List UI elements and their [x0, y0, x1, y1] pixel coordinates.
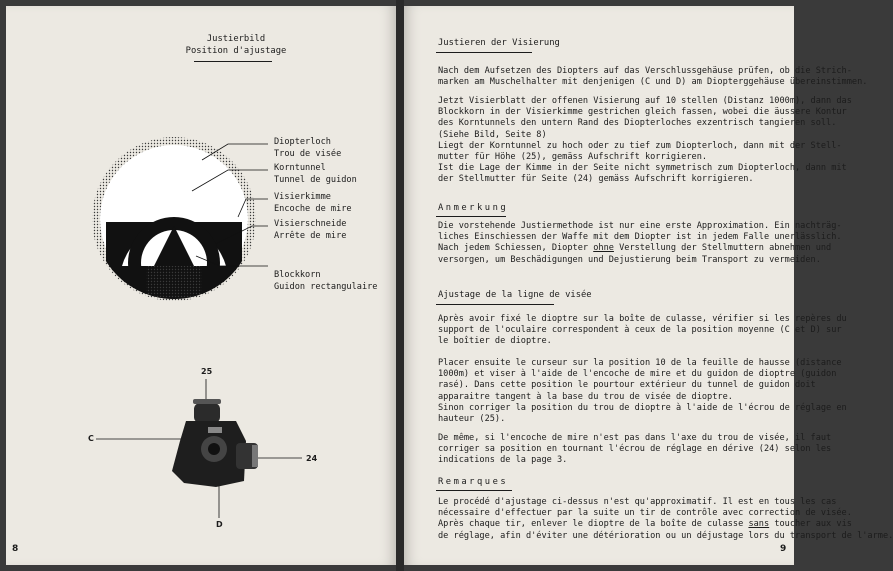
title-underline	[194, 61, 272, 62]
figure-title-de: Justierbild	[206, 34, 266, 44]
heading-remarques: Remarques	[438, 477, 509, 487]
figure-title-fr: Position d'ajustage	[185, 46, 287, 56]
paragraph-fr-2: Placer ensuite le curseur sur la position 10 de la feuille de hausse (distance 1000m) et viser à l'aide de l'encoche de mire et du guidon de dioptre (guidon rasé). Dans cette position le pourtour extérieur du tunnel de guidon doit apparaitre tangent à la base du trou de visée de dioptre. Sinon corriger la position du trou de dioptre à l'aide de l'écrou de réglage en hauteur (25).	[438, 358, 847, 425]
right-page	[404, 6, 893, 565]
label-visierkimme: Visierkimme Encoche de mire	[274, 192, 352, 214]
label-24: 24	[306, 454, 318, 463]
left-page	[6, 6, 396, 565]
label-25: 25	[201, 367, 213, 376]
paragraph-fr-3: De même, si l'encoche de mire n'est pas dans l'axe du trou de visée, il faut corriger sa position en tournant l'écrou de réglage en dérive (24) selon les indications de la page 3.	[438, 433, 832, 466]
label-blockkorn: Blockkorn Guidon rectangulaire	[274, 270, 378, 292]
paragraph-1: Nach dem Aufsetzen des Diopters auf das Verschlussgehäuse prüfen, ob die Strich- marken am Muschelhalter mit denjenigen (C und D) am Diopterggehäuse übereinstimmen.	[438, 66, 868, 88]
label-c: C	[88, 434, 94, 443]
heading-justieren-rule	[436, 52, 532, 53]
remark-fr-text: Le procédé d'ajustage ci-dessus n'est qu'approximatif. Il est en tous les cas nécessaire d'effectuer par la suite un tir de contrôle avec correction de visée. Après chaque tir, enlever le dioptre de la boîte de culasse sans toucher aux vis de réglage, afin d'éviter une détérioration ou un déjustage lors du transport de l'arme.	[438, 497, 893, 541]
heading-ajustage: Ajustage de la ligne de visée	[438, 290, 592, 300]
figure-title	[166, 33, 306, 57]
label-visierschneide: Visierschneide Arrête de mire	[274, 219, 347, 241]
heading-ajustage-rule	[436, 304, 554, 305]
height-adjust-knob	[194, 403, 220, 423]
heading-anmerkung-rule	[436, 216, 506, 217]
paragraph-2: Jetzt Visierblatt der offenen Visierung auf 10 stellen (Distanz 1000m), dann das Blockkorn in der Visierkimme gestrichen gleich fassen, wobei die äussere Kontur des Korntunnels den untern Rand des Diopterloches exzentrisch tangieren soll. (Siehe Bild, Seite 8) Liegt der Korntunnel zu hoch oder zu tief zum Diopterloch, dann mit der Stell- mutter für Höhe (25), gemäss Aufschrift korrigieren. Ist die Lage der Kimme in der Seite nicht symmetrisch zum Diopterloch, dann mit der Stellmutter für Seite (24) gemäss Aufschrift korrigieren.	[438, 96, 852, 185]
sight-picture-diagram	[6, 106, 276, 316]
remark-de-text: Die vorstehende Justiermethode ist nur eine erste Approximation. Ein nachträg- liches Einschiessen der Waffe mit dem Diopter ist in jedem Falle unerlässlich. Nach jedem Schiessen, Diopter ohne Verstellung der Stellmuttern abnehmen und versorgen, um Beschädigungen und Dejustierung beim Transport zu vermeiden.	[438, 221, 842, 265]
page-number-right: 9	[780, 544, 787, 554]
label-diopterloch: Diopterloch Trou de visée	[274, 137, 342, 159]
book-spine	[396, 0, 404, 571]
page-number-left: 8	[12, 544, 19, 554]
label-d: D	[216, 520, 223, 529]
diopter-photo	[76, 361, 276, 531]
heading-remarques-rule	[436, 490, 512, 491]
label-korntunnel: Korntunnel Tunnel de guidon	[274, 163, 357, 185]
heading-justieren: Justieren der Visierung	[438, 38, 560, 48]
heading-anmerkung: Anmerkung	[438, 203, 509, 213]
paragraph-fr-1: Après avoir fixé le dioptre sur la boîte de culasse, vérifier si les repères du support de l'oculaire correspondent à ceux de la position moyenne (C et D) sur le boîtier de dioptre.	[438, 314, 847, 347]
